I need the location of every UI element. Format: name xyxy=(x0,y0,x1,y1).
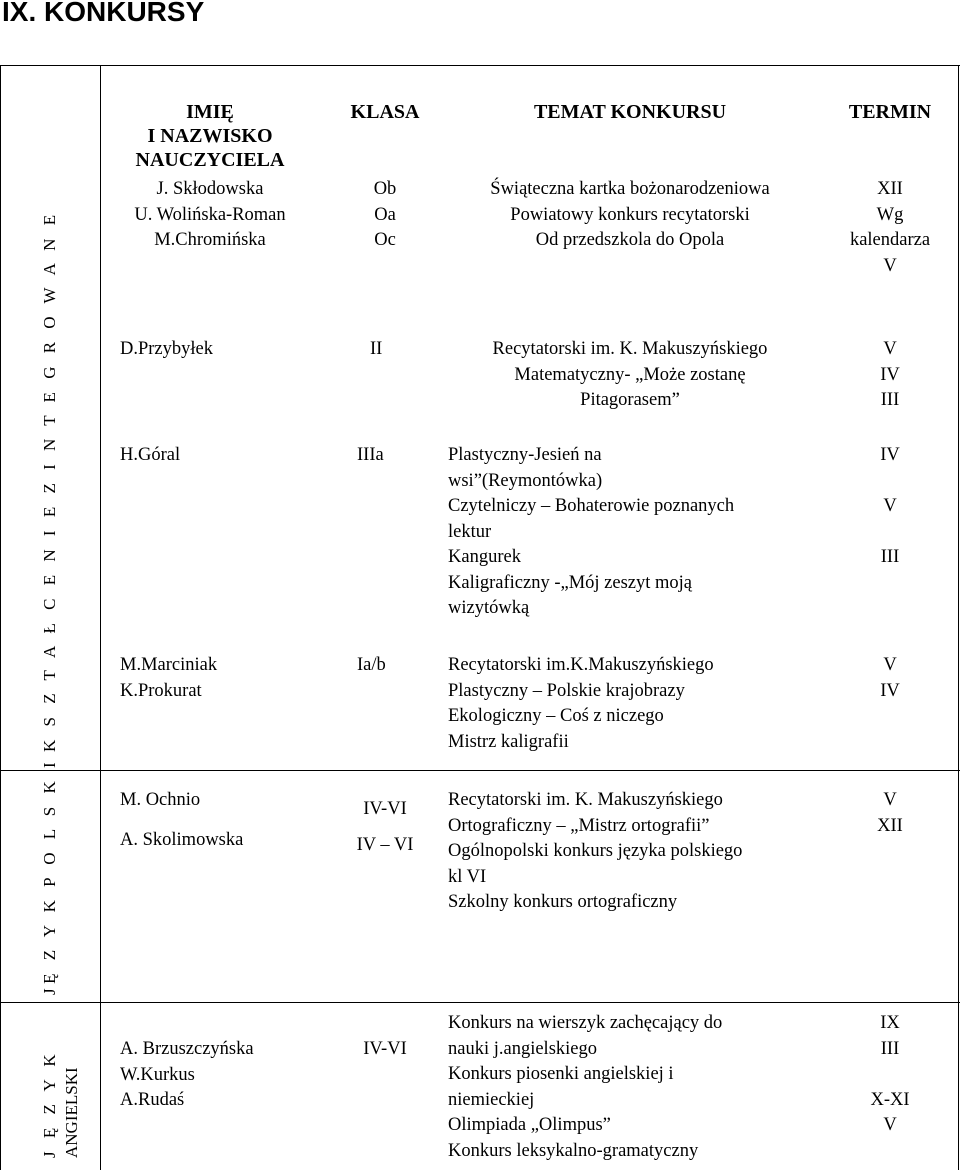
temat-line: Konkurs piosenki angielskiej i xyxy=(448,1064,674,1084)
termin-value xyxy=(825,469,955,495)
termin-value xyxy=(825,520,955,546)
termin-value: XII xyxy=(877,179,903,199)
temat-line: Plastyczny-Jesień na xyxy=(448,445,602,465)
termin-value: III xyxy=(880,390,900,410)
termin-value: V xyxy=(883,1115,897,1135)
termin-value: kalendarza xyxy=(849,230,931,250)
section-divider-polski xyxy=(0,770,960,771)
termin-value: XII xyxy=(877,815,903,836)
temat-line: Konkurs leksykalno-gramatyczny xyxy=(448,1140,699,1161)
teacher-name: U. Wolińska-Roman xyxy=(134,204,286,225)
teacher-name: A. Skolimowska xyxy=(120,829,244,850)
termin-value: V xyxy=(883,339,897,359)
klasa-cell xyxy=(330,177,440,254)
teacher-cell xyxy=(120,653,217,704)
header-klasa: KLASA xyxy=(350,101,420,123)
teacher-name: W.Kurkus xyxy=(120,1064,195,1085)
temat-line: Ogólnopolski konkurs języka polskiego xyxy=(448,841,743,861)
termin-value: IV xyxy=(880,445,900,465)
temat-line: Kaligraficzny -„Mój zeszyt moją xyxy=(448,572,692,593)
header-termin: TERMIN xyxy=(848,101,932,123)
temat-line: lektur xyxy=(448,521,492,542)
termin-value: Wg xyxy=(876,204,904,225)
klasa-value: Ia/b xyxy=(357,655,386,675)
section-label-polski: JĘ Z Y K P O L S K I xyxy=(40,757,59,995)
temat-line: Od przedszkola do Opola xyxy=(535,230,725,250)
temat-line: Matematyczny- „Może zostanę xyxy=(514,364,746,385)
temat-line: Mistrz kaligrafii xyxy=(448,731,569,752)
klasa-value: Oc xyxy=(374,230,396,250)
teacher-name: M. Ochnio xyxy=(120,790,201,810)
termin-cell xyxy=(825,653,955,704)
termin-value xyxy=(825,1062,955,1088)
termin-value: III xyxy=(880,547,900,567)
termin-cell xyxy=(825,177,955,279)
table-right-border xyxy=(958,65,959,1170)
temat-line: wizytówką xyxy=(448,598,530,618)
page-title: IX. KONKURSY xyxy=(2,0,205,27)
section-label-angielski-1: J Ę Z Y K xyxy=(40,1049,59,1158)
teacher-name: M.Chromińska xyxy=(154,230,266,250)
section-label-ksztalcenie: K S Z T A Ł C E N I E Z I N T E G R O W A N E xyxy=(40,210,59,752)
termin-value: III xyxy=(880,1038,900,1059)
teacher-name: J. Skłodowska xyxy=(156,179,264,199)
temat-line: wsi”(Reymontówka) xyxy=(448,470,603,491)
teacher-name: A.Rudaś xyxy=(120,1090,185,1110)
temat-line: nauki j.angielskiego xyxy=(448,1038,597,1059)
temat-line: Plastyczny – Polskie krajobrazy xyxy=(448,680,685,701)
temat-line: Recytatorski im.K.Makuszyńskiego xyxy=(448,655,714,675)
termin-cell xyxy=(825,1011,955,1139)
header-temat: TEMAT KONKURSU xyxy=(533,101,727,123)
teacher-name: M.Marciniak xyxy=(120,655,218,675)
temat-line: Kangurek xyxy=(448,547,521,567)
termin-value: X-XI xyxy=(870,1089,910,1110)
temat-line: Konkurs na wierszyk zachęcający do xyxy=(448,1013,723,1033)
temat-line: Szkolny konkurs ortograficzny xyxy=(448,892,678,912)
temat-cell xyxy=(448,788,742,916)
section-divider-angielski xyxy=(0,1002,960,1003)
klasa-value: IV – VI xyxy=(356,834,414,855)
header-teacher-line: I NAZWISKO xyxy=(147,125,273,147)
temat-line: Ekologiczny – Coś z niczego xyxy=(448,706,664,726)
temat-line: niemieckiej xyxy=(448,1089,535,1110)
table-left-border xyxy=(0,65,1,1170)
termin-cell xyxy=(825,337,955,414)
temat-cell xyxy=(430,177,830,254)
temat-line: Ortograficzny – „Mistrz ortografii” xyxy=(448,815,710,836)
teacher-cell xyxy=(120,788,243,853)
termin-value: IX xyxy=(880,1013,900,1033)
klasa-value: Oa xyxy=(374,204,396,225)
temat-cell xyxy=(448,1011,722,1164)
temat-cell xyxy=(448,653,714,755)
termin-value: IV xyxy=(880,680,900,701)
klasa-value: IV-VI xyxy=(363,799,407,819)
header-teacher-line: IMIĘ xyxy=(186,101,234,123)
table-top-border xyxy=(0,65,960,66)
klasa-cell xyxy=(330,797,440,858)
klasa-value: IV-VI xyxy=(363,1039,407,1059)
temat-line: Czytelniczy – Bohaterowie poznanych xyxy=(448,496,735,516)
klasa-value: IIIa xyxy=(357,445,384,465)
temat-line: Powiatowy konkurs recytatorski xyxy=(510,204,750,225)
termin-cell xyxy=(825,443,955,571)
temat-line: Pitagorasem” xyxy=(580,390,680,410)
teacher-cell: H.Góral xyxy=(120,445,181,465)
teacher-name: K.Prokurat xyxy=(120,680,202,701)
teacher-cell xyxy=(105,177,315,254)
header-teacher-line: NAUCZYCIELA xyxy=(135,149,285,171)
teacher-cell xyxy=(120,1037,254,1114)
temat-line: kl VI xyxy=(448,866,487,887)
teacher-name: A. Brzuszczyńska xyxy=(120,1039,254,1059)
header-teacher xyxy=(105,100,315,172)
termin-value: V xyxy=(883,655,897,675)
temat-line: Świąteczna kartka bożonarodzeniowa xyxy=(490,179,770,199)
temat-line: Olimpiada „Olimpus” xyxy=(448,1115,611,1135)
temat-cell xyxy=(448,443,734,622)
termin-value: V xyxy=(883,496,897,516)
section-label-angielski-2: ANGIELSKI xyxy=(62,1067,81,1158)
teacher-cell: D.Przybyłek xyxy=(120,339,213,359)
temat-line: Recytatorski im. K. Makuszyńskiego xyxy=(492,339,768,359)
klasa-value: Ob xyxy=(373,179,397,199)
temat-cell xyxy=(430,337,830,414)
termin-cell xyxy=(825,788,955,839)
termin-value: V xyxy=(883,790,897,810)
termin-value: V xyxy=(883,255,897,276)
temat-line: Recytatorski im. K. Makuszyńskiego xyxy=(448,790,723,810)
klasa-value: II xyxy=(370,339,383,359)
section-column-divider xyxy=(100,65,101,1170)
termin-value: IV xyxy=(880,364,900,385)
